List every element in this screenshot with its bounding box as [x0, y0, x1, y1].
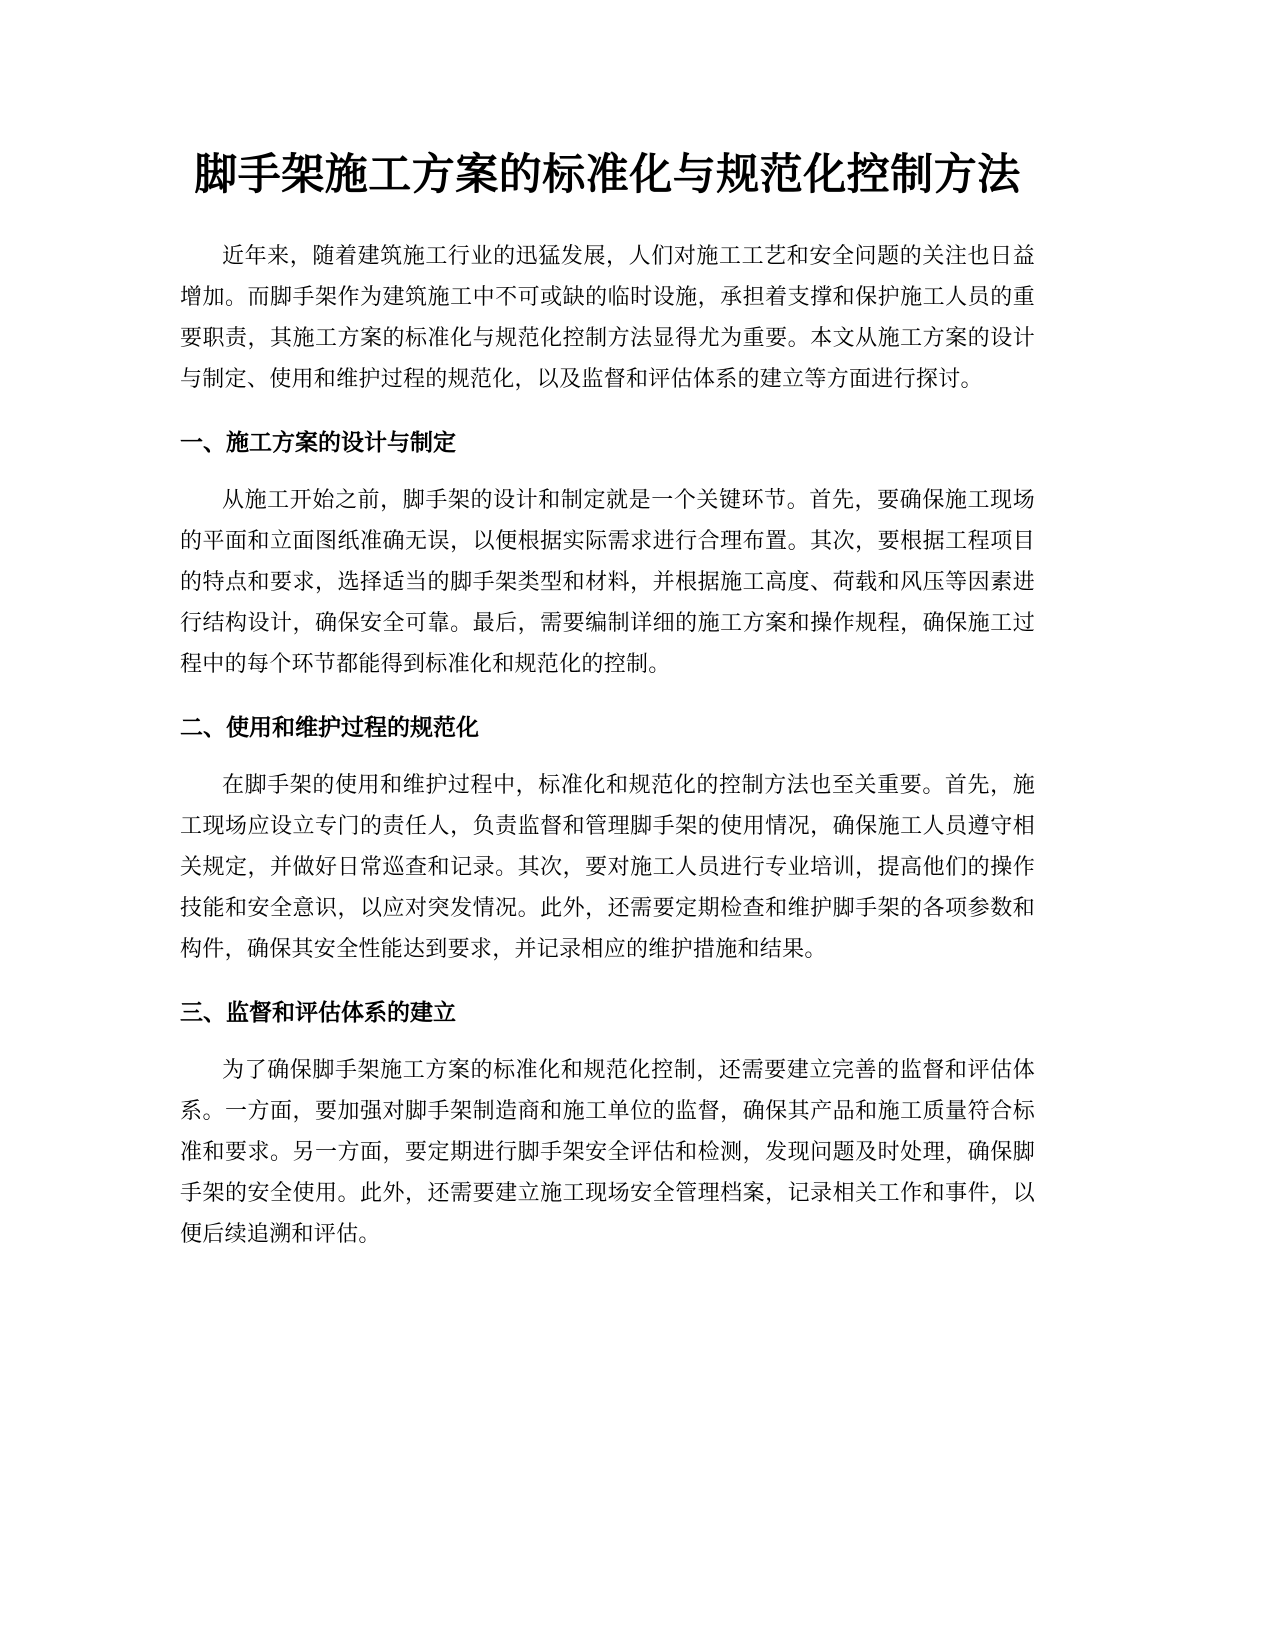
section-heading-design: 一、施工方案的设计与制定 [180, 430, 456, 456]
section-heading-supervision: 三、监督和评估体系的建立 [180, 1000, 456, 1026]
section-paragraph-design: 从施工开始之前，脚手架的设计和制定就是一个关键环节。首先，要确保施工现场的平面和立面图纸准确无误，以便根据实际需求进行合理布置。其次，要根据工程项目的特点和要求，选择适当的脚手架类型和材料，并根据施工高度、荷载和风压等因素进行结构设计，确保安全可靠。最后，需要编制详细的施工方案和操作规程，确保施工过程中的每个环节都能得到标准化和规范化的控制。 [180, 488, 1035, 677]
document-page [180, 0, 1035, 1650]
section-heading-usage: 二、使用和维护过程的规范化 [180, 715, 479, 741]
section-paragraph-supervision: 为了确保脚手架施工方案的标准化和规范化控制，还需要建立完善的监督和评估体系。一方面，要加强对脚手架制造商和施工单位的监督，确保其产品和施工质量符合标准和要求。另一方面，要定期进行脚手架安全评估和检测，发现问题及时处理，确保脚手架的安全使用。此外，还需要建立施工现场安全管理档案，记录相关工作和事件，以便后续追溯和评估。 [180, 1058, 1035, 1247]
document-title: 脚手架施工方案的标准化与规范化控制方法 [194, 150, 1021, 200]
section-paragraph-usage: 在脚手架的使用和维护过程中，标准化和规范化的控制方法也至关重要。首先，施工现场应设立专门的责任人，负责监督和管理脚手架的使用情况，确保施工人员遵守相关规定，并做好日常巡查和记录。其次，要对施工人员进行专业培训，提高他们的操作技能和安全意识，以应对突发情况。此外，还需要定期检查和维护脚手架的各项参数和构件，确保其安全性能达到要求，并记录相应的维护措施和结果。 [180, 773, 1035, 962]
intro-paragraph: 近年来，随着建筑施工行业的迅猛发展，人们对施工工艺和安全问题的关注也日益增加。而脚手架作为建筑施工中不可或缺的临时设施，承担着支撑和保护施工人员的重要职责，其施工方案的标准化与规范化控制方法显得尤为重要。本文从施工方案的设计与制定、使用和维护过程的规范化，以及监督和评估体系的建立等方面进行探讨。 [180, 244, 1035, 392]
